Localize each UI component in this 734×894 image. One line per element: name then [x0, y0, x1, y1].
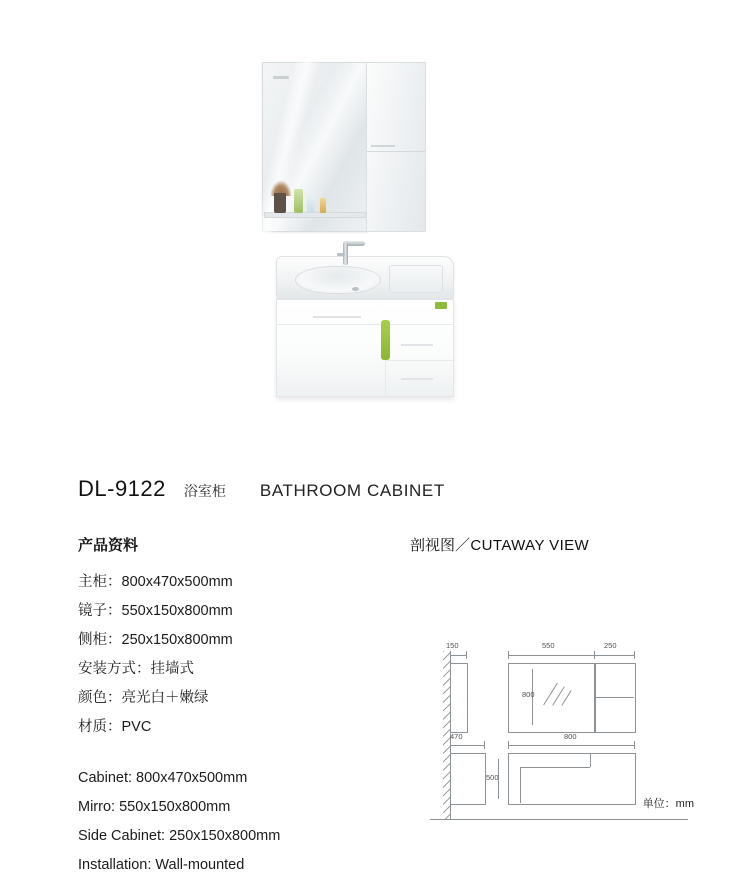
dim-label-800-height: 800 — [522, 690, 535, 699]
dim-tick-150-b — [466, 651, 467, 659]
vanity-top-seam — [277, 324, 453, 325]
brush-holder-icon — [274, 193, 286, 213]
dim-tick-800w-b — [634, 741, 635, 749]
bottle-amber-icon — [320, 198, 326, 213]
mirror-cabinet-illustration — [262, 62, 434, 232]
dim-label-250: 250 — [604, 641, 617, 650]
spec-column — [78, 534, 378, 880]
spec-line-mirror: 镜子：550x150x800mm — [78, 603, 233, 619]
dim-tick-550-a — [508, 651, 509, 659]
spec-en-installation: Installation: Wall-mounted — [78, 857, 245, 873]
front-view-basin-side — [520, 767, 521, 803]
basin-drain — [352, 287, 359, 291]
spec-english-block — [78, 764, 378, 880]
cutaway-heading-en: ／CUTAWAY VIEW — [455, 537, 590, 554]
cutaway-heading — [410, 534, 700, 555]
countertop-side-area — [389, 265, 443, 293]
cutaway-column — [410, 534, 700, 810]
vanity-drawer-seam — [385, 360, 453, 361]
unit-note: 单位：mm — [642, 798, 694, 810]
front-view-counter-line — [508, 753, 634, 754]
spec-line-installation: 安装方式：挂墙式 — [78, 661, 194, 677]
spec-en-cabinet: Cabinet: 800x470x500mm — [78, 770, 248, 786]
basin-bowl — [295, 266, 381, 294]
drawer-handle-upper — [401, 344, 433, 346]
floor-line — [430, 819, 688, 820]
product-name-cn: 浴室柜 — [183, 483, 226, 499]
brand-badge — [435, 302, 447, 309]
dim-line-150 — [450, 655, 466, 656]
dim-line-800-width — [508, 745, 634, 746]
dim-line-250 — [594, 655, 634, 656]
side-view-cabinet-box — [450, 753, 486, 805]
spec-line-material: 材质：PVC — [78, 719, 152, 735]
side-cabinet-divider — [367, 151, 425, 152]
spec-en-side-cabinet: Side Cabinet: 250x150x800mm — [78, 828, 281, 844]
cutaway-heading-cn: 剖视图 — [410, 537, 456, 554]
bottle-green-icon — [294, 189, 303, 213]
basin-countertop — [276, 256, 454, 302]
dim-tick-250-b — [634, 651, 635, 659]
dim-tick-800w-a — [508, 741, 509, 749]
model-code: DL-9122 — [78, 476, 166, 501]
drawer-handle-lower — [401, 378, 433, 380]
front-view-cabinet-box — [508, 753, 636, 805]
front-view-basin-edge — [520, 767, 590, 768]
product-title-row — [78, 476, 445, 502]
dim-label-150: 150 — [446, 641, 459, 650]
dim-label-470: 470 — [450, 732, 463, 741]
dim-label-550: 550 — [542, 641, 555, 650]
spec-line-side-cabinet: 侧柜：250x150x800mm — [78, 632, 233, 648]
product-name-en: BATHROOM CABINET — [259, 481, 445, 500]
dim-tick-470-b — [484, 741, 485, 749]
faucet-handle — [337, 253, 345, 256]
bottle-clear-icon — [307, 195, 315, 213]
side-view-mirror-box — [450, 663, 468, 733]
spec-line-color: 颜色：亮光白＋嫩绿 — [78, 690, 209, 706]
side-cabinet-shelf-line — [594, 697, 634, 698]
vanity-cabinet-illustration — [276, 299, 454, 397]
front-view-basin-right — [590, 753, 591, 767]
front-view-side-cabinet-box — [594, 663, 636, 733]
drawer-handle-long — [313, 316, 361, 318]
side-view-counter-line — [450, 753, 484, 754]
spec-en-mirror: Mirro: 550x150x800mm — [78, 799, 231, 815]
dim-label-500: 500 — [486, 773, 499, 782]
wall-hatching — [443, 651, 450, 819]
side-cabinet-handle — [371, 145, 395, 147]
dim-label-800-width: 800 — [564, 732, 577, 741]
spec-heading: 产品资料 — [78, 537, 139, 554]
dim-line-550 — [508, 655, 594, 656]
dim-line-470 — [450, 745, 484, 746]
green-accent-handle — [381, 320, 390, 360]
dim-tick-150-a — [450, 651, 451, 659]
spec-line-main-cabinet: 主柜：800x470x500mm — [78, 574, 233, 590]
brand-logo-mark — [273, 76, 289, 79]
side-cabinet-panel — [366, 62, 426, 232]
cutaway-drawing — [410, 577, 700, 810]
